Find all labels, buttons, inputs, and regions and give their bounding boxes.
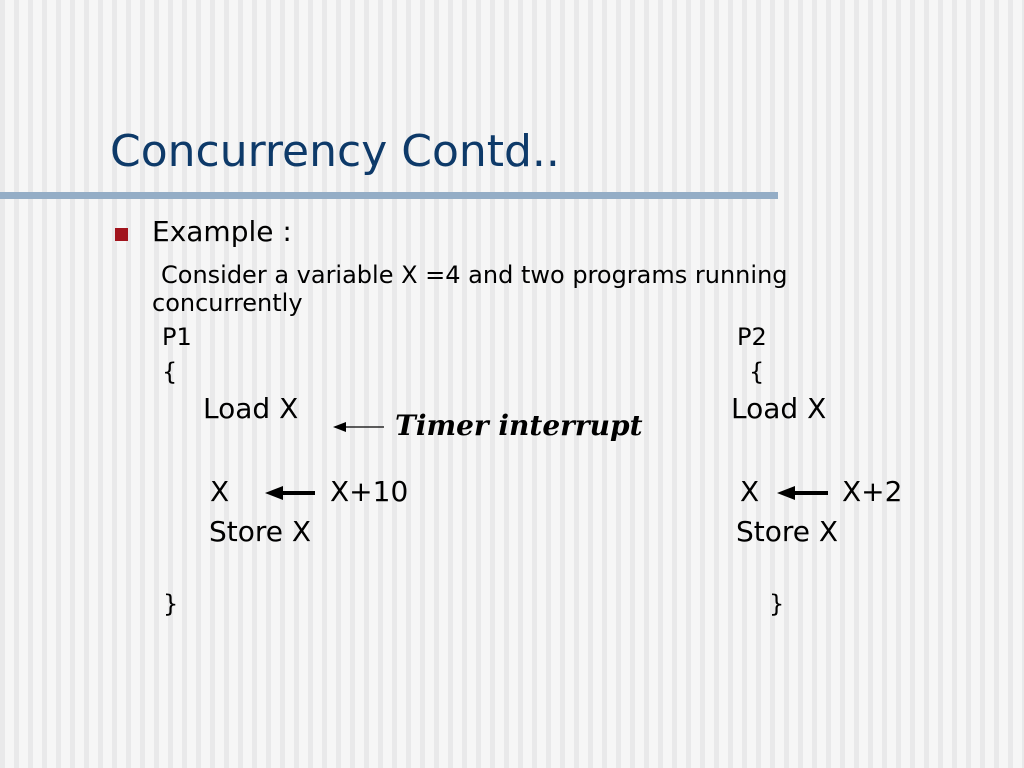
p2-assign-expression: X+2 (842, 475, 903, 508)
p2-close-brace: } (769, 590, 785, 618)
p1-assign-expression: X+10 (330, 475, 409, 508)
p2-store-statement: Store X (736, 515, 839, 548)
p1-assign-target: X (210, 475, 230, 508)
p1-load-statement: Load X (203, 392, 299, 425)
description-line-1: Consider a variable X =4 and two programs running (161, 261, 788, 289)
p1-open-brace: { (162, 358, 178, 386)
description-line-2: concurrently (152, 289, 303, 317)
slide-title: Concurrency Contd.. (110, 126, 560, 177)
timer-interrupt-arrow-icon (333, 422, 384, 432)
p1-label: P1 (162, 323, 192, 351)
p2-load-statement: Load X (731, 392, 827, 425)
p1-assign-arrow-icon (265, 486, 315, 500)
p2-label: P2 (737, 323, 767, 351)
p1-store-statement: Store X (209, 515, 312, 548)
p2-assign-target: X (740, 475, 760, 508)
p2-open-brace: { (749, 358, 765, 386)
timer-interrupt-label: Timer interrupt (395, 409, 643, 442)
p1-close-brace: } (163, 590, 179, 618)
p2-assign-arrow-icon (777, 486, 828, 500)
bullet-heading: Example : (152, 215, 292, 248)
